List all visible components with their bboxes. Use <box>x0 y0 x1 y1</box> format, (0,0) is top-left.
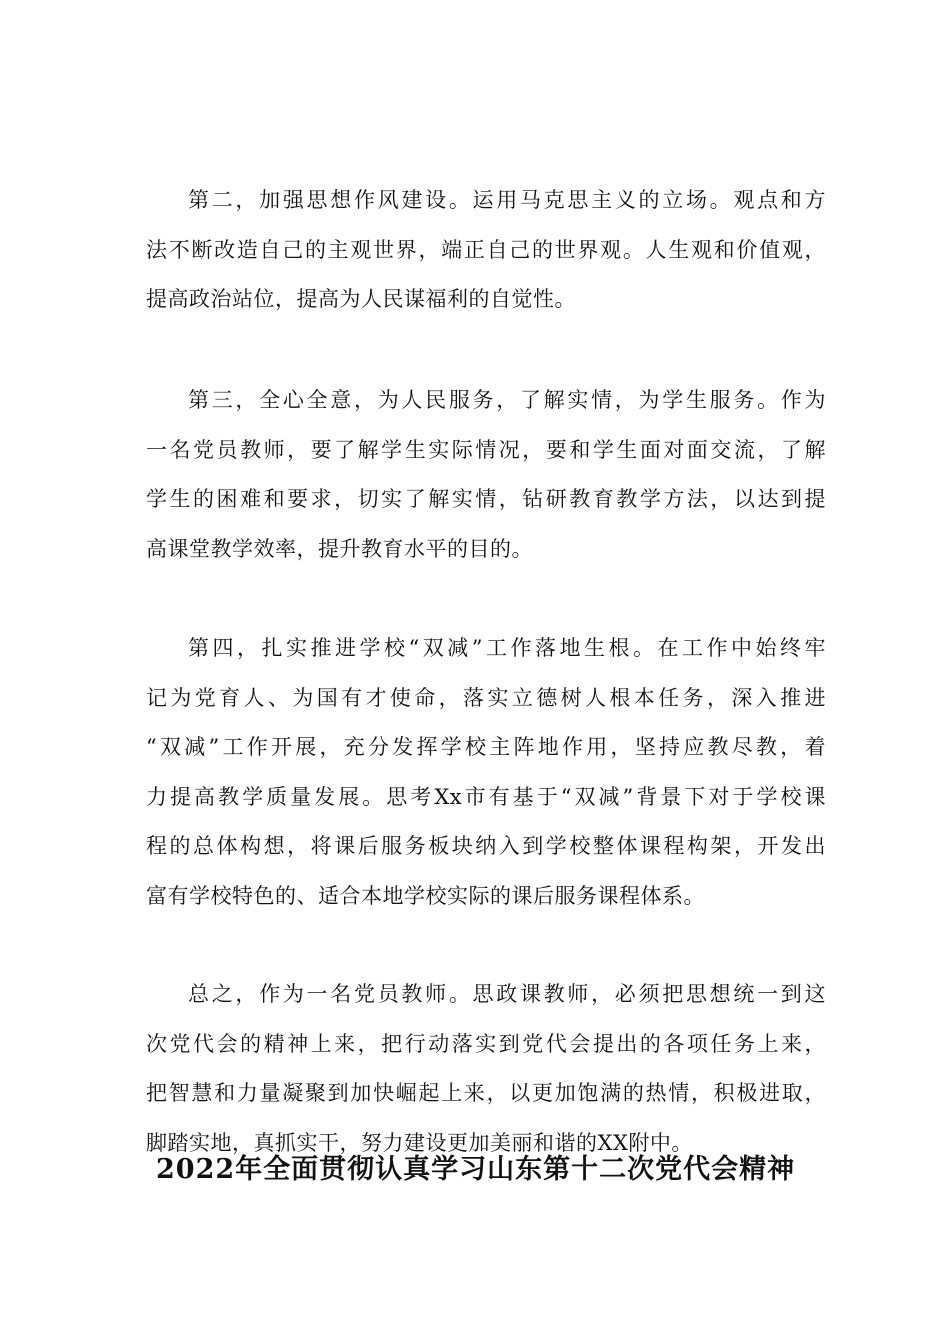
paragraph-line: 提高政治站位，提高为人民谋福利的自觉性。 <box>146 287 576 311</box>
paragraph-line: 富有学校特色的、适合本地学校实际的课后服务课程体系。 <box>146 883 705 908</box>
paragraph-line: 程的总体构想，将课后服务板块纳入到学校整体课程构架，开发出 <box>146 834 826 858</box>
paragraph-conclusion <box>146 970 826 1168</box>
section-heading: 2022年全面贯彻认真学习山东第十二次党代会精神 <box>156 1154 796 1185</box>
paragraph-line: 脚踏实地，真抓实干，努力建设更加美丽和谐的XX附中。 <box>146 1130 693 1155</box>
paragraph-line: “双减”工作开展，充分发挥学校主阵地作用，坚持应教尽教，着 <box>146 735 826 759</box>
paragraph-line: 力提高教学质量发展。思考Xx市有基于“双减”背景下对于学校课 <box>146 784 826 809</box>
paragraph-third <box>146 376 826 574</box>
paragraph-line: 次党代会的精神上来，把行动落实到党代会提出的各项任务上来， <box>146 1031 826 1056</box>
paragraph-line: 第三，全心全意，为人民服务，了解实情，为学生服务。作为 <box>188 388 826 412</box>
paragraph-line: 第四，扎实推进学校“双减”工作落地生根。在工作中始终牢 <box>188 636 826 660</box>
paragraph-line: 法不断改造自己的主观世界，端正自己的世界观。人生观和价值观， <box>146 237 826 262</box>
paragraph-second <box>146 176 826 325</box>
paragraph-line: 记为党育人、为国有才使命，落实立德树人根本任务，深入推进 <box>146 685 826 710</box>
paragraph-line: 学生的困难和要求，切实了解实情，钻研教育教学方法，以达到提 <box>146 487 826 511</box>
paragraph-line: 高课堂教学效率，提升教育水平的目的。 <box>146 536 533 561</box>
paragraph-line: 总之，作为一名党员教师。思政课教师，必须把思想统一到这 <box>188 982 826 1006</box>
paragraph-line: 把智慧和力量凝聚到加快崛起上来，以更加饱满的热情，积极进取， <box>146 1081 826 1105</box>
paragraph-line: 第二，加强思想作风建设。运用马克思主义的立场。观点和方 <box>188 188 826 212</box>
paragraph-line: 一名党员教师，要了解学生实际情况，要和学生面对面交流，了解 <box>146 437 826 462</box>
paragraph-fourth <box>146 624 826 921</box>
